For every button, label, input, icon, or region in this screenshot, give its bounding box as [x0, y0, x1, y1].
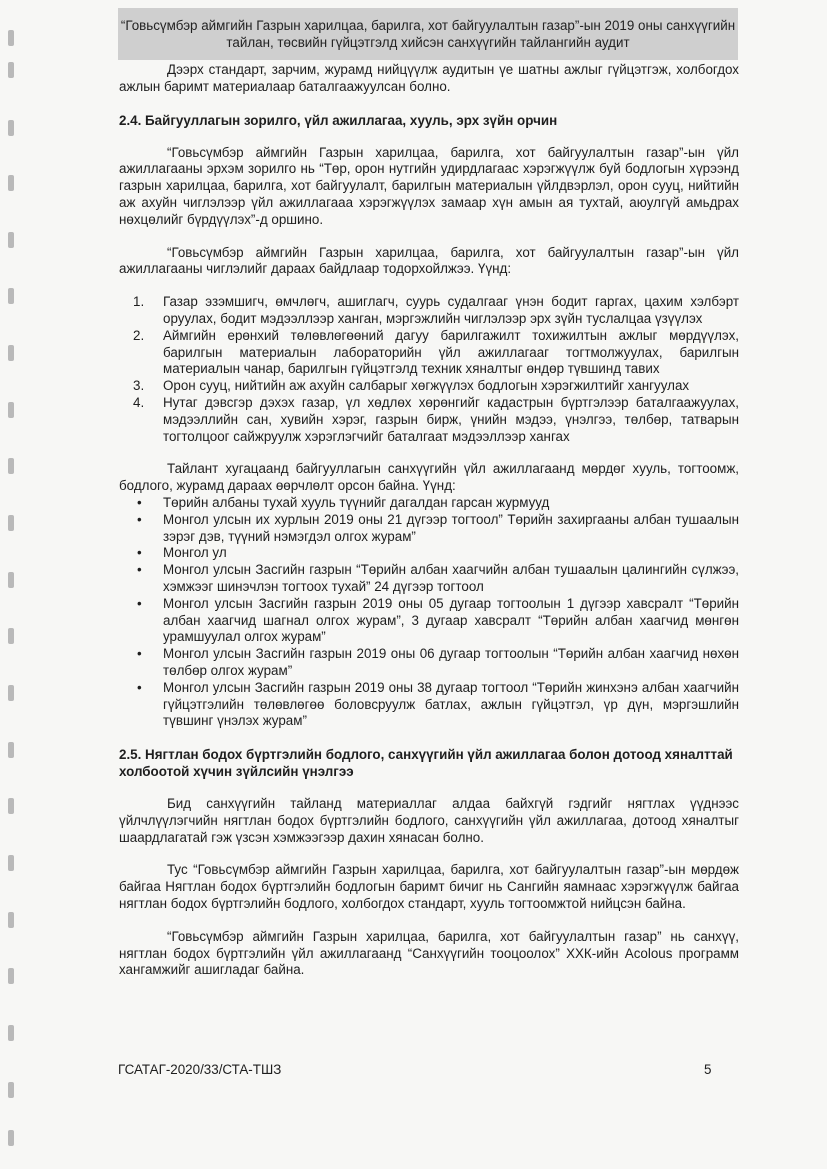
binding-hole [8, 685, 14, 701]
binding-hole [8, 30, 14, 46]
list-item-text: Аймгийн ерөнхий төлөвлөгөөний дагуу барилгажилт тохижилтын ажлыг мөрдүүлэх, барилгын материалын лабораторийн үйл ажиллагааг тогтмолжуулах, барилгын материалын чанар, барилгын гүйцэтгэлд техник хяналтыг өндөр түвшинд тавих [163, 327, 739, 377]
binding-hole [8, 62, 14, 78]
binding-hole [8, 402, 14, 418]
list-item [133, 294, 739, 328]
header-line-2: тайлан, төсвийн гүйцэтгэлд хийсэн санхүүгийн тайлангийн аудит [226, 35, 630, 50]
section-2-4-heading: 2.4. Байгууллагын зорилго, үйл ажиллагаа, хууль, эрх зүйн орчин [119, 112, 558, 128]
page-number: 5 [704, 1062, 712, 1077]
bullet-item [133, 495, 739, 512]
binding-hole [8, 345, 14, 361]
header-line-1: “Говьсүмбэр аймгийн Газрын харилцаа, барилга, хот байгуулалтын газар”-ын 2019 оны санхүүгийн [120, 18, 736, 33]
section-2-4-paragraph-1: “Говьсүмбэр аймгийн Газрын харилцаа, барилга, хот байгуулалтын газар”-ын үйл ажиллагааны эрхэм зорилго нь “Төр, орон нутгийн удирдлагаас хэрэгжүүлж буй бодлогын хүрээнд газрын харилцаа, барилга, хот байгуулалт, барилгын материалын үйлдвэрлэл, орон сууц, нийтийн аж ахуйн чиглэлээр үйл ажиллагааа хэрэгжүүлэх замаар хүн амын ая тухтай, аюулгүй амьдрах нөхцөлийг бүрдүүлэх”-д оршино. [119, 144, 739, 227]
bullet-item [133, 545, 739, 562]
bullet-icon: • [137, 545, 142, 561]
list-item-text: Нутаг дэвсгэр дэхэх газар, үл хөдлөх хөрөнгийг кадастрын бүртгэлээр баталгаажуулах, мэдээллийн сан, хувийн хэрэг, газрын бирж, үнийн мэдээ, үнэлгээ, төлбөр, татварын тогтолцоог сайжруулж хэрэглэгчийг баталгаат мэдээллээр хангах [163, 394, 739, 444]
activity-list [119, 294, 739, 445]
section-2-5-paragraph-2: Тус “Говьсүмбэр аймгийн Газрын харилцаа, барилга, хот байгуулалтын газар”-ын мөрдөж байгаа Нягтлан бодох бүртгэлийн бодлогын баримт бичиг нь Сангийн яамнаас хэрэгжүүлж байгаа нягтлан бодох бүртгэлийн бодлого, холбогдох стандарт, хууль тогтоомжтой нийцсэн байна. [119, 862, 739, 912]
bullet-text: Монгол улсын Засгийн газрын “Төрийн албан хаагчийн албан тушаалын цалингийн сүлжээ, хэмжээг шинэчлэн тогтоох тухай” 24 дүгээр тогтоол [163, 562, 739, 594]
bullet-text: Монгол улсын Засгийн газрын 2019 оны 06 дугаар тогтоолын “Төрийн албан хаагчид нөхөн төлбөр олгох журам” [163, 646, 739, 678]
binding-hole [8, 288, 14, 304]
bullet-icon: • [137, 679, 142, 695]
bullet-icon: • [137, 562, 142, 578]
list-item-number: 3. [133, 378, 145, 394]
binding-hole [8, 628, 14, 644]
list-item [133, 395, 739, 445]
document-header [118, 8, 738, 60]
binding-hole [8, 1130, 14, 1146]
binding-hole [8, 742, 14, 758]
binding-edge [0, 0, 28, 1169]
bullet-item [133, 596, 739, 646]
list-item [133, 328, 739, 378]
binding-hole [8, 912, 14, 928]
bullet-item [133, 646, 739, 680]
bullet-icon: • [137, 595, 142, 611]
binding-hole [8, 572, 14, 588]
list-item [133, 378, 739, 395]
section-2-5-paragraph-1: Бид санхүүгийн тайланд материаллаг алдаа байхгүй гэдгийг нягтлах үүднээс үйлчлүүлэгчийн нягтлан бодох бүртгэлийн бодлого, санхүүгийн үйл ажиллагаа, дотоод хяналтыг шаардлагатай гэж үзсэн хэмжээгээр дахин хянасан болно. [119, 796, 739, 845]
list-item-text: Газар эзэмшигч, өмчлөгч, ашиглагч, суурь судалгааг үнэн бодит гаргах, цахим хэлбэрт оруулах, бодит мэдээллээр ханган, мэргэжлийн чиглэлээр эрх зүйн туслалцаа үзүүлэх [163, 294, 739, 326]
binding-hole [8, 232, 14, 248]
list-item-text: Орон сууц, нийтийн аж ахуйн салбарыг хөгжүүлэх бодлогын хэрэгжилтийг хангуулах [163, 378, 690, 394]
binding-hole [8, 968, 14, 984]
list-item-number: 4. [133, 394, 145, 410]
section-2-4-paragraph-3: Тайлант хугацаанд байгууллагын санхүүгийн үйл ажиллагаанд мөрдөг хууль, тогтоомж, бодлого, журамд дараах өөрчлөлт орсон байна. Үүнд: [119, 461, 739, 494]
bullet-item [133, 512, 739, 546]
bullet-text: Монгол ул [163, 545, 227, 561]
binding-hole [8, 1082, 14, 1098]
list-item-number: 1. [133, 294, 145, 310]
intro-paragraph: Дээрх стандарт, зарчим, журамд нийцүүлж аудитын үе шатны ажлыг гүйцэтгэж, холбогдох ажлын баримт материалаар баталгаажуулсан болно. [119, 62, 739, 94]
bullet-text: Монгол улсын их хурлын 2019 оны 21 дүгээр тогтоол” Төрийн захиргааны албан тушаалын зэрэг дэв, түүний нэмэгдэл олгох журам” [163, 511, 739, 544]
binding-hole [8, 1025, 14, 1041]
bullet-text: Төрийн албаны тухай хууль түүнийг дагалдан гарсан журмууд [163, 494, 550, 510]
page-body [119, 62, 739, 979]
bullet-icon: • [137, 494, 142, 510]
section-2-5-heading: 2.5. Нягтлан бодох бүртгэлийн бодлого, санхүүгийн үйл ажиллагаа болон дотоод хяналттай холбоотой хүчин зүйлсийн үнэлгээ [119, 747, 733, 780]
bullet-icon: • [137, 646, 142, 662]
binding-hole [8, 120, 14, 136]
bullet-item [133, 680, 739, 730]
list-item-number: 2. [133, 327, 145, 343]
bullet-icon: • [137, 511, 142, 527]
bullet-text: Монгол улсын Засгийн газрын 2019 оны 38 дугаар тогтоол “Төрийн жинхэнэ албан хаагчийн гүйцэтгэлийн төлөвлөгөө боловсруулж батлах, ажлын гүйцэтгэл, үр дүн, мэргэшлийн түвшинг үнэлэх журам” [163, 679, 739, 729]
binding-hole [8, 798, 14, 814]
binding-hole [8, 855, 14, 871]
document-code: ГСАТАГ-2020/33/СТА-ТШЗ [118, 1062, 282, 1077]
section-2-4-paragraph-2: “Говьсүмбэр аймгийн Газрын харилцаа, барилга, хот байгуулалтын газар”-ын үйл ажиллагааны чиглэлийг дараах байдлаар тодорхойлжээ. Үүнд: [119, 244, 739, 277]
binding-hole [8, 458, 14, 474]
bullet-item [133, 562, 739, 596]
section-2-5-paragraph-3: “Говьсүмбэр аймгийн Газрын харилцаа, барилга, хот байгуулалтын газар” нь санхүү, нягтлан бодох бүртгэлийн үйл ажиллагаанд “Санхүүгийн тооцоолох” ХХК-ийн Acolous программ хангамжийг ашигладаг байна. [119, 928, 739, 978]
regulation-list [119, 495, 739, 730]
binding-hole [8, 175, 14, 191]
bullet-text: Монгол улсын Засгийн газрын 2019 оны 05 дугаар тогтоолын 1 дүгээр хавсралт “Төрийн албан хаагчид шагнал олгох журам”, 3 дугаар хавсралт “Төрийн албан хаагчид мөнгөн урамшуулал олгох журам” [163, 595, 739, 645]
binding-hole [8, 515, 14, 531]
